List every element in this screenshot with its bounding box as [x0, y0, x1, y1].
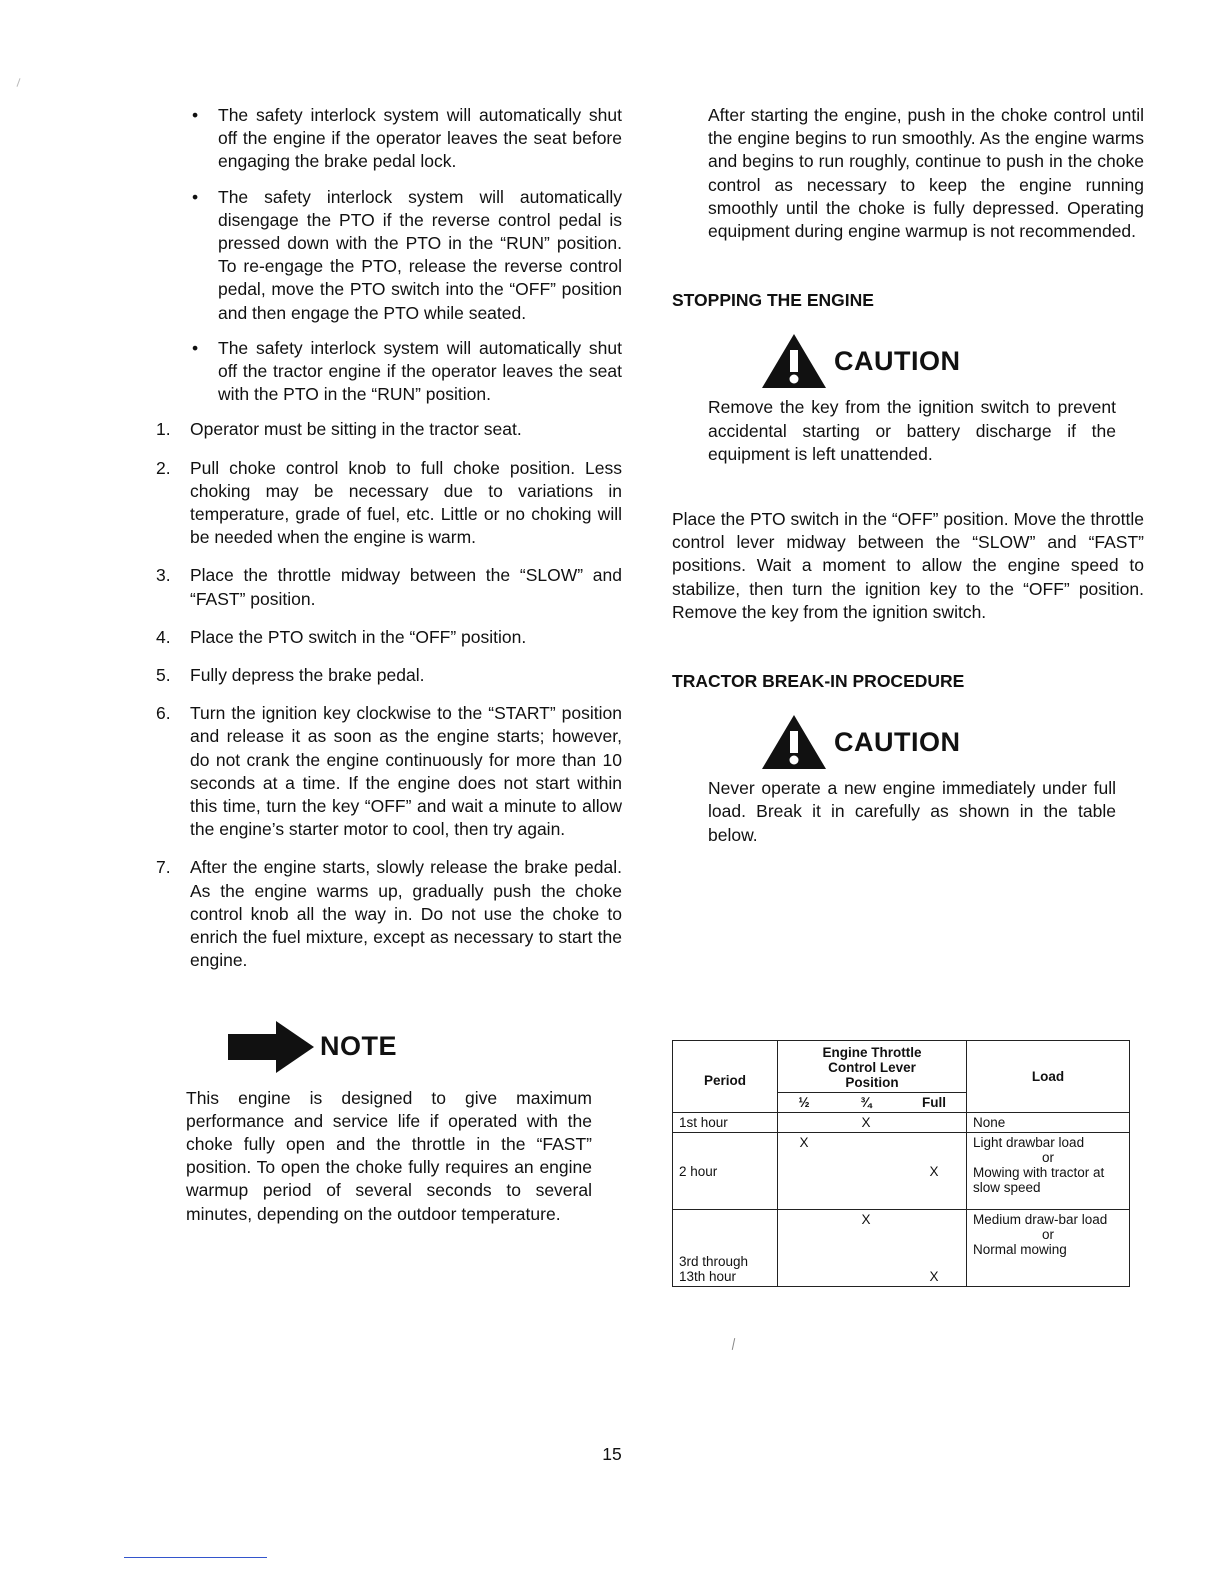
row1-mark: X [830, 1113, 902, 1133]
scan-mark [732, 1338, 735, 1350]
row3-mark-full: X [902, 1210, 967, 1287]
row1-period: 1st hour [673, 1113, 778, 1133]
step-item: 1. Operator must be sitting in the tractor seat. [156, 419, 522, 440]
caution-text-2: Never operate a new engine immediately under full load. Break it in carefully as shown in the table below. [708, 778, 1116, 845]
header-period: Period [673, 1041, 778, 1113]
row1-load: None [967, 1113, 1130, 1133]
page-number: 15 [602, 1444, 622, 1464]
note-callout [228, 1021, 622, 1073]
left-column [150, 104, 622, 1226]
table-row [673, 1210, 1130, 1287]
starting-steps [150, 418, 622, 972]
stopping-paragraph: Place the PTO switch in the “OFF” position. Move the throttle control lever midway between the “SLOW” and “FAST” positions. Wait a moment to allow the engine speed to stabilize, then turn the ignition key to the “OFF” position. Remove the key from the ignition switch. [672, 509, 1144, 622]
caution-callout-1 [760, 332, 1144, 390]
header-load: Load [967, 1041, 1130, 1113]
right-column [672, 104, 1144, 847]
warning-triangle-icon [760, 713, 828, 771]
subheader-three-quarter: ¾ [830, 1093, 902, 1113]
step-item: 4. Place the PTO switch in the “OFF” position. [156, 626, 527, 647]
choke-paragraph: After starting the engine, push in the choke control until the engine begins to run smoothly. As the engine warms and begins to run roughly, continue to push in the choke control as necessary to keep the engine running smoothly until the choke is fully depressed. Operating equipment during engine warmup is not recommended. [708, 105, 1144, 242]
breakin-table [672, 1040, 1130, 1287]
breakin-heading: TRACTOR BREAK-IN PROCEDURE [672, 671, 965, 692]
caution-text-1: Remove the key from the ignition switch to prevent accidental starting or battery discharge if the equipment is left unattended. [708, 397, 1116, 464]
header-throttle: Engine Throttle Control Lever Position [778, 1041, 967, 1093]
row2-mark-half: X [778, 1133, 831, 1210]
caution-callout-2 [760, 713, 1144, 771]
table-row [673, 1113, 1130, 1133]
row3-period: 3rd through 13th hour [673, 1210, 778, 1287]
row2-period: 2 hour [673, 1133, 778, 1210]
row2-load: Light drawbar load or Mowing with tractor at slow speed [967, 1133, 1130, 1210]
note-label: NOTE [320, 1031, 398, 1061]
note-text: This engine is designed to give maximum performance and service life if operated with the choke fully open and the throttle in the “FAST” position. To open the choke fully requires an engine warmup period of several seconds to several minutes, depending on the outdoor temperature. [186, 1087, 592, 1224]
footer-rule [124, 1557, 267, 1558]
scan-mark [16, 78, 20, 87]
warning-triangle-icon [760, 332, 828, 390]
step-item: 5. Fully depress the brake pedal. [156, 665, 425, 686]
step-item: 3. Place the throttle midway between the “SLOW” and “FAST” position. [156, 565, 622, 609]
step-item: 7. After the engine starts, slowly release the brake pedal. As the engine warms up, gradually push the choke control knob all the way in. Do not use the choke to enrich the fuel mixture, except as necessary to start the engine. [156, 857, 622, 971]
row2-mark-full: X [902, 1133, 967, 1210]
bullet-item: • The safety interlock system will automatically shut off the tractor engine if the operator leaves the seat with the PTO in the “RUN” position. [192, 337, 622, 405]
table-row [673, 1133, 1130, 1210]
bullet-item: • The safety interlock system will automatically shut off the engine if the operator leaves the seat before engaging the brake pedal lock. [192, 105, 622, 172]
subheader-full: Full [902, 1093, 967, 1113]
interlock-bullets [190, 104, 622, 406]
table-header-row [673, 1041, 1130, 1093]
arrow-right-icon [228, 1021, 314, 1073]
caution-label: CAUTION [834, 726, 961, 757]
stopping-heading: STOPPING THE ENGINE [672, 290, 874, 311]
bullet-item: • The safety interlock system will automatically disengage the PTO if the reverse control pedal is pressed down with the PTO in the “RUN” position. To re-engage the PTO, release the reverse control pedal, move the PTO switch into the “OFF” position and then engage the PTO while seated. [192, 186, 622, 323]
subheader-half: ½ [778, 1093, 831, 1113]
step-item: 6. Turn the ignition key clockwise to the “START” position and release it as soon as the engine starts; however, do not crank the engine continuously for more than 10 seconds at a time. If the engine does not start within this time, turn the key “OFF” and wait a minute to allow the engine’s starter motor to cool, then try again. [156, 703, 622, 840]
caution-label: CAUTION [834, 345, 961, 376]
row3-mark-threequarter: X [830, 1210, 902, 1287]
row3-load: Medium draw-bar load or Normal mowing [967, 1210, 1130, 1287]
step-item: 2. Pull choke control knob to full choke position. Less choking may be necessary due to variations in temperature, grade of fuel, etc. Little or no choking will be needed when the engine is warm. [156, 457, 622, 548]
